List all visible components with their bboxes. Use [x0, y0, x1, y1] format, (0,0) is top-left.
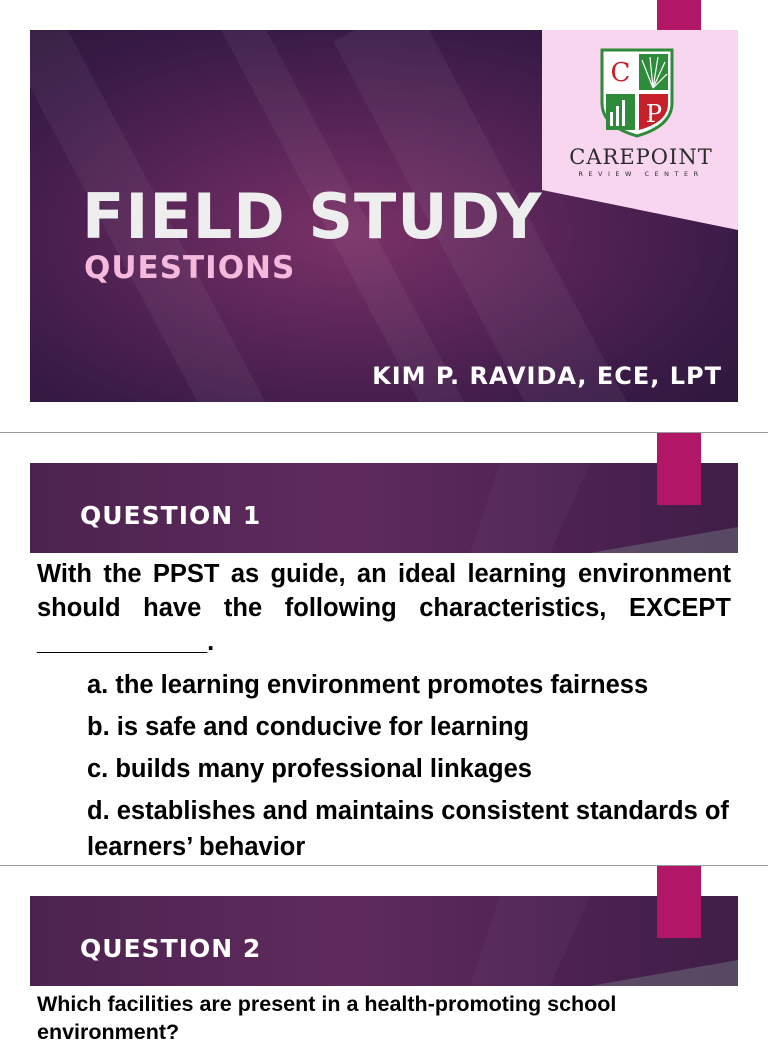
page-title: FIELD STUDY	[82, 180, 543, 253]
question-2-slide	[0, 866, 768, 1044]
question-2-stem: Which facilities are present in a health-promoting school environment?	[37, 992, 617, 1044]
question-2-banner	[30, 896, 738, 986]
accent-tab	[657, 866, 701, 938]
option-d: d. establishes and maintains consistent standards of learners’ behavior	[87, 797, 729, 861]
question-1-stem: With the PPST as guide, an ideal learning environment should have the following characteristics, EXCEPT ____________.	[37, 560, 731, 656]
option-b: b. is safe and conducive for learning	[87, 713, 530, 741]
question-1-banner	[30, 463, 738, 553]
title-slide	[0, 0, 768, 432]
page-subtitle: QUESTIONS	[84, 250, 296, 286]
option-c: c. builds many professional linkages	[87, 755, 532, 783]
question-1-heading: QUESTION 1	[80, 501, 262, 530]
author-name: KIM P. RAVIDA, ECE, LPT	[372, 362, 722, 390]
option-a: a. the learning environment promotes fairness	[87, 671, 649, 699]
accent-tab	[657, 433, 701, 505]
logo-wordmark: CAREPOINT	[569, 145, 713, 169]
question-1-options	[87, 667, 737, 871]
logo-letter-p: P	[645, 100, 663, 128]
question-2-heading: QUESTION 2	[80, 934, 262, 963]
accent-tab	[657, 0, 701, 30]
logo-tagline: REVIEW CENTER	[578, 170, 704, 178]
question-1-slide	[0, 433, 768, 865]
logo-letter-c: C	[610, 58, 631, 88]
carepoint-shield-logo-icon	[600, 48, 674, 138]
